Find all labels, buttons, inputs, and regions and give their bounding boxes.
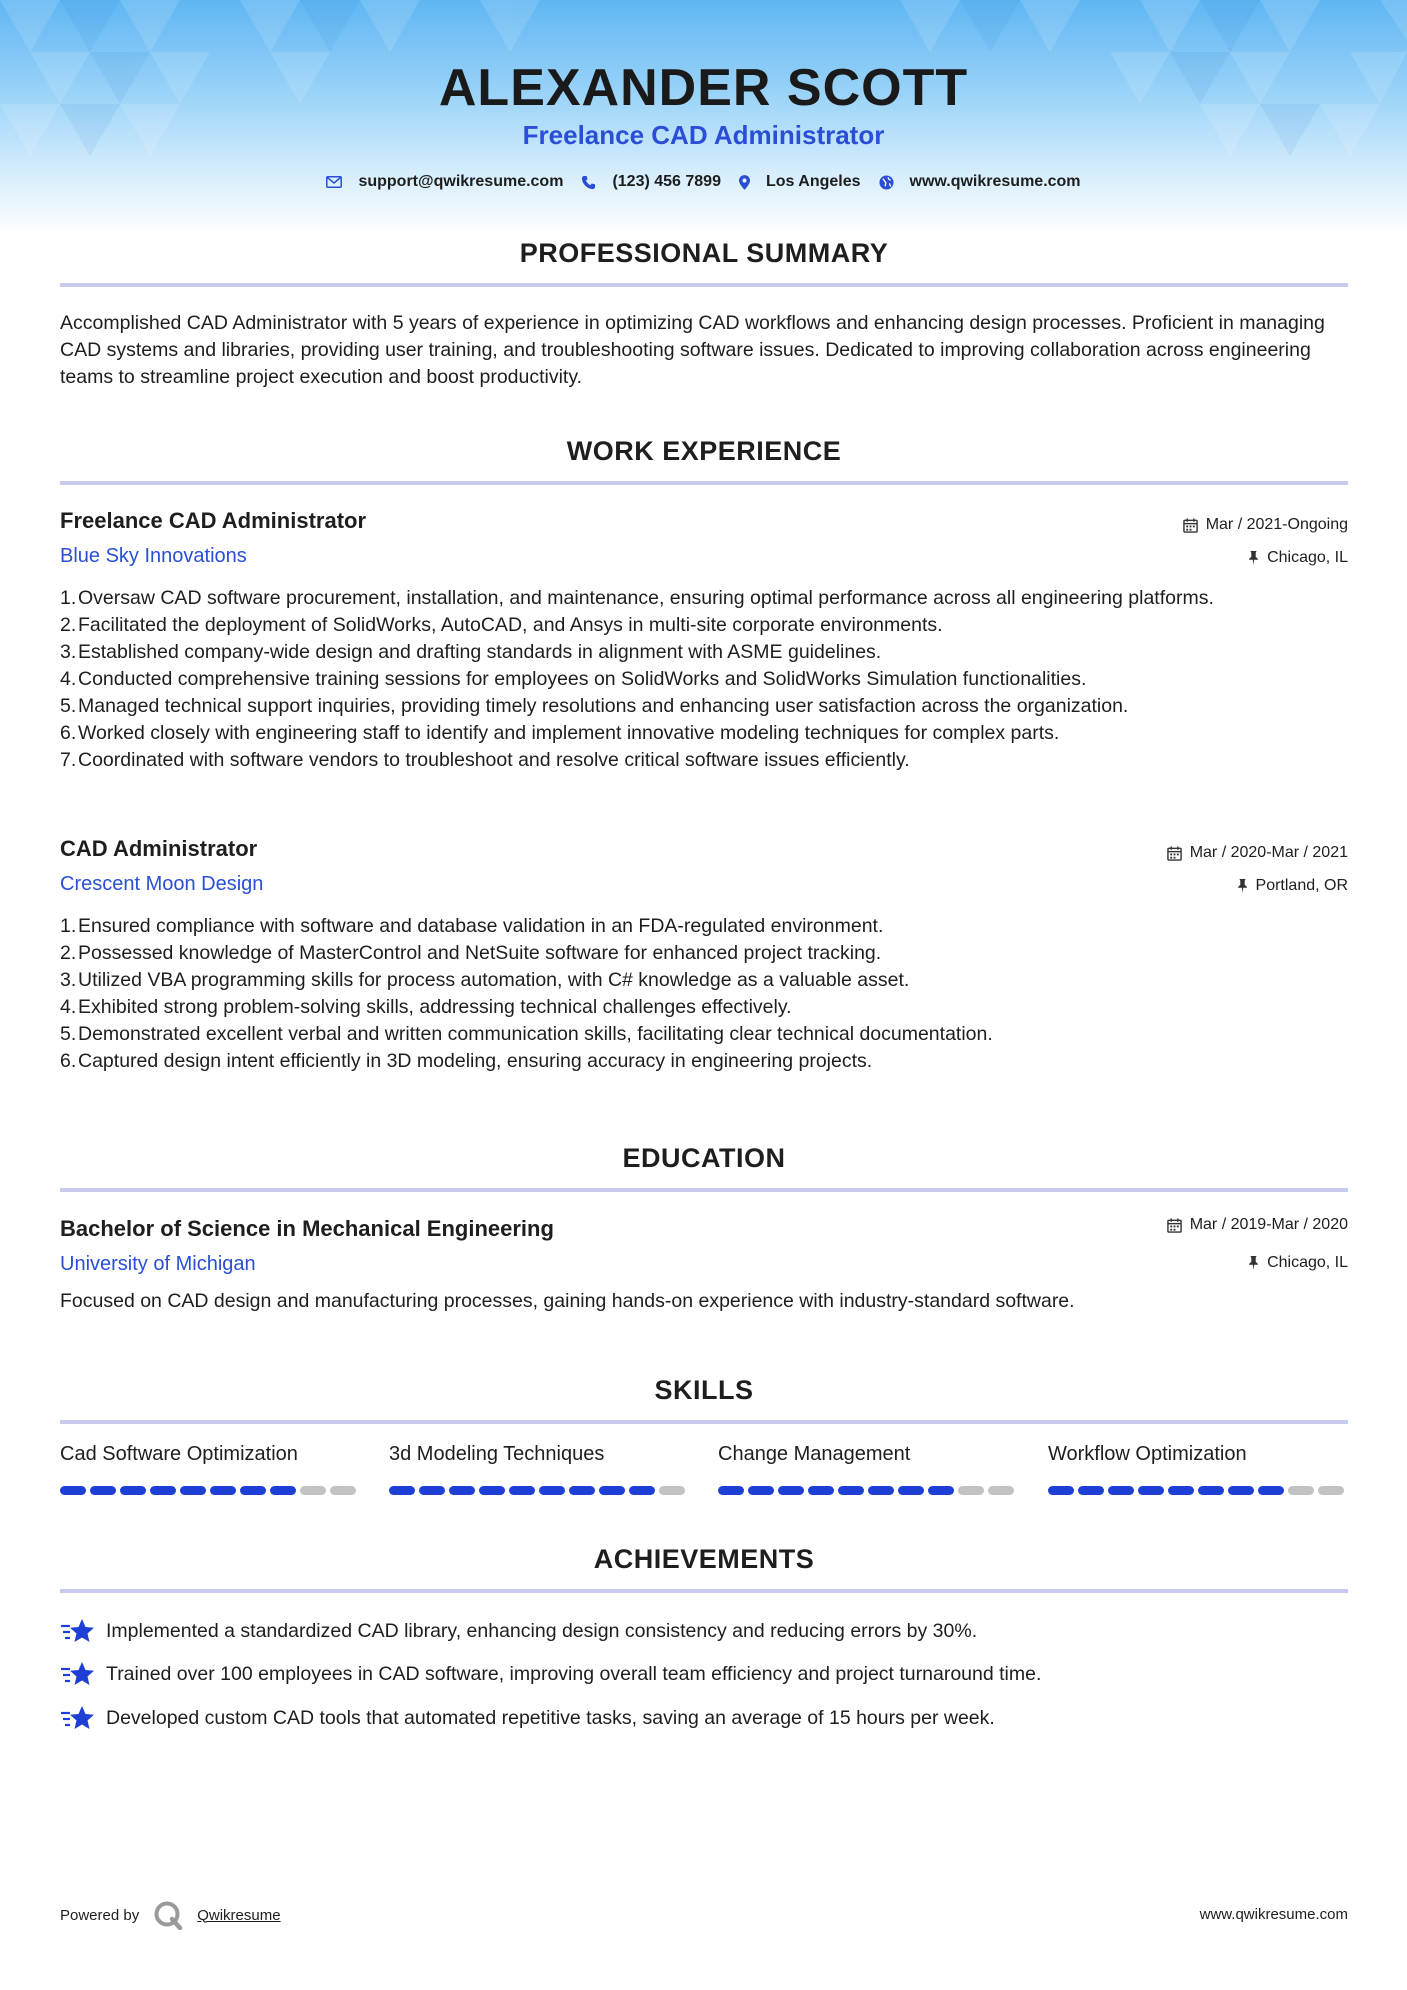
skill-segment	[210, 1486, 236, 1495]
achievement-text: Implemented a standardized CAD library, enhancing design consistency and reducing errors by 30%.	[106, 1619, 978, 1642]
skill-segment	[1168, 1486, 1194, 1495]
skill-level-bar	[718, 1486, 1018, 1495]
skill-segment	[180, 1486, 206, 1495]
skill-segment	[1318, 1486, 1344, 1495]
qwikresume-link[interactable]: Qwikresume	[197, 1906, 281, 1924]
achievement-text: Trained over 100 employees in CAD software, improving overall team efficiency and project turnaround time.	[106, 1662, 1042, 1685]
contact-phone[interactable]	[581, 173, 721, 191]
skill-segment	[90, 1486, 116, 1495]
skill-level-bar	[389, 1486, 689, 1495]
footer-powered-by	[60, 1900, 281, 1930]
candidate-title: Freelance CAD Administrator	[522, 120, 885, 150]
skill-segment	[1048, 1486, 1074, 1495]
skill-segment	[1108, 1486, 1134, 1495]
achievements-divider	[60, 1589, 1348, 1593]
skill-segment	[120, 1486, 146, 1495]
list-item: 3. Utilized VBA programming skills for process automation, with C# knowledge as a valuable asset.	[60, 969, 910, 991]
achievement-text: Developed custom CAD tools that automated repetitive tasks, saving an average of 15 hours per week.	[106, 1706, 995, 1729]
skills-heading: SKILLS	[654, 1375, 754, 1405]
contact-email-text: support@qwikresume.com	[358, 173, 564, 190]
achievement-item	[60, 1704, 1348, 1732]
skill-segment	[808, 1486, 834, 1495]
skill-name: Cad Software Optimization	[60, 1443, 298, 1465]
list-item: 5. Demonstrated excellent verbal and written communication skills, facilitating clear technical documentation.	[60, 1023, 993, 1045]
job-title-1: Freelance CAD Administrator	[60, 508, 367, 533]
contact-website[interactable]	[879, 173, 1081, 191]
calendar-icon	[1183, 518, 1198, 533]
list-item: 4. Conducted comprehensive training sessions for employees on SolidWorks and SolidWorks Simulation functionalities.	[60, 668, 1087, 690]
list-item: 6. Worked closely with engineering staff to identify and implement innovative modeling techniques for complex parts.	[60, 722, 1060, 744]
list-item: 5. Managed technical support inquiries, providing timely resolutions and enhancing user satisfaction across the organization.	[60, 695, 1129, 717]
skill-segment	[479, 1486, 505, 1495]
contact-location	[739, 173, 861, 191]
pushpin-icon	[1237, 879, 1248, 893]
pushpin-icon	[1248, 551, 1259, 565]
star-icon	[60, 1617, 94, 1645]
skill-segment	[718, 1486, 744, 1495]
skill-segment	[60, 1486, 86, 1495]
summary-heading: PROFESSIONAL SUMMARY	[519, 238, 889, 268]
job-bullets-2	[60, 913, 1348, 1075]
job-bullets-1	[60, 585, 1348, 774]
skill-segment	[1078, 1486, 1104, 1495]
skill-segment	[988, 1486, 1014, 1495]
skill-segment	[748, 1486, 774, 1495]
list-item: 2. Facilitated the deployment of SolidWorks, AutoCAD, and Ansys in multi-site corporate environments.	[60, 614, 943, 636]
skill-segment	[1138, 1486, 1164, 1495]
skill-segment	[330, 1486, 356, 1495]
list-item: 6. Captured design intent efficiently in 3D modeling, ensuring accuracy in engineering projects.	[60, 1050, 873, 1072]
skill-name: Change Management	[718, 1443, 911, 1465]
education-location	[1248, 1254, 1348, 1272]
footer-website[interactable]: www.qwikresume.com	[1199, 1906, 1348, 1923]
job-company-2: Crescent Moon Design	[60, 873, 264, 895]
job-location-2	[1237, 877, 1348, 895]
skill-segment	[509, 1486, 535, 1495]
skill-2	[389, 1443, 689, 1495]
skill-segment	[1198, 1486, 1224, 1495]
contact-bar	[0, 173, 1407, 191]
skill-segment	[838, 1486, 864, 1495]
skill-level-bar	[1048, 1486, 1348, 1495]
phone-icon	[581, 175, 596, 190]
skill-segment	[389, 1486, 415, 1495]
skill-name: Workflow Optimization	[1048, 1443, 1247, 1465]
skill-segment	[539, 1486, 565, 1495]
candidate-name: ALEXANDER SCOTT	[438, 59, 969, 117]
achievement-item	[60, 1617, 1348, 1645]
star-icon	[60, 1704, 94, 1732]
powered-by-label: Powered by	[60, 1906, 140, 1924]
contact-phone-text: (123) 456 7899	[612, 173, 721, 190]
skill-segment	[150, 1486, 176, 1495]
contact-email[interactable]	[326, 173, 563, 191]
education-location-text: Chicago, IL	[1267, 1254, 1348, 1271]
experience-heading: WORK EXPERIENCE	[566, 436, 842, 466]
job-dates-2	[1167, 844, 1348, 862]
skill-segment	[270, 1486, 296, 1495]
map-pin-icon	[739, 175, 750, 190]
list-item: 7. Coordinated with software vendors to troubleshoot and resolve critical software issues efficiently.	[60, 749, 910, 771]
skill-name: 3d Modeling Techniques	[389, 1443, 605, 1465]
skill-segment	[240, 1486, 266, 1495]
job-location-1-text: Chicago, IL	[1267, 549, 1348, 566]
skill-segment	[1288, 1486, 1314, 1495]
job-dates-1-text: Mar / 2021-Ongoing	[1205, 516, 1348, 533]
job-location-1	[1248, 549, 1348, 567]
skill-1	[60, 1443, 360, 1495]
summary-divider	[60, 283, 1348, 287]
qwikresume-logo-icon	[153, 1900, 183, 1930]
skill-segment	[629, 1486, 655, 1495]
job-title-2: CAD Administrator	[60, 836, 258, 861]
envelope-icon	[326, 176, 342, 188]
star-icon	[60, 1660, 94, 1688]
skill-segment	[1258, 1486, 1284, 1495]
job-dates-2-text: Mar / 2020-Mar / 2021	[1189, 844, 1348, 861]
education-dates	[1167, 1216, 1348, 1234]
skill-segment	[599, 1486, 625, 1495]
skill-segment	[449, 1486, 475, 1495]
skill-level-bar	[60, 1486, 360, 1495]
skill-4	[1048, 1443, 1348, 1495]
skill-segment	[928, 1486, 954, 1495]
education-dates-text: Mar / 2019-Mar / 2020	[1189, 1216, 1348, 1233]
education-school: University of Michigan	[60, 1253, 256, 1275]
calendar-icon	[1167, 1218, 1182, 1233]
job-company-1: Blue Sky Innovations	[60, 545, 247, 567]
skill-segment	[958, 1486, 984, 1495]
contact-website-text: www.qwikresume.com	[909, 173, 1081, 190]
skill-segment	[659, 1486, 685, 1495]
experience-divider	[60, 481, 1348, 485]
skill-segment	[898, 1486, 924, 1495]
list-item: 1. Oversaw CAD software procurement, installation, and maintenance, ensuring optimal performance across all engineering platforms.	[60, 587, 1214, 609]
list-item: 2. Possessed knowledge of MasterControl and NetSuite software for enhanced project tracking.	[60, 942, 882, 964]
list-item: 3. Established company-wide design and drafting standards in alignment with ASME guidelines.	[60, 641, 882, 663]
skill-segment	[419, 1486, 445, 1495]
job-dates-1	[1183, 516, 1348, 534]
skill-segment	[1228, 1486, 1254, 1495]
summary-text: Accomplished CAD Administrator with 5 years of experience in optimizing CAD workflows and enhancing design processes. Proficient in managing CAD systems and libraries, providing user training, and troubleshooting software issues. Dedicated to improving collaboration across engineering teams to streamline project execution and boost productivity.	[60, 312, 1325, 388]
education-degree: Bachelor of Science in Mechanical Engineering	[60, 1216, 554, 1241]
skill-segment	[569, 1486, 595, 1495]
skill-segment	[300, 1486, 326, 1495]
education-divider	[60, 1188, 1348, 1192]
calendar-icon	[1167, 846, 1182, 861]
education-description: Focused on CAD design and manufacturing processes, gaining hands-on experience with industry-standard software.	[60, 1290, 1075, 1312]
list-item: 1. Ensured compliance with software and database validation in an FDA-regulated environment.	[60, 915, 884, 937]
globe-icon	[879, 175, 894, 190]
job-location-2-text: Portland, OR	[1255, 877, 1348, 894]
skills-divider	[60, 1420, 1348, 1424]
contact-location-text: Los Angeles	[765, 173, 861, 190]
skill-3	[718, 1443, 1018, 1495]
skill-segment	[778, 1486, 804, 1495]
achievement-item	[60, 1660, 1348, 1688]
skill-segment	[868, 1486, 894, 1495]
achievements-heading: ACHIEVEMENTS	[593, 1544, 815, 1574]
education-heading: EDUCATION	[622, 1143, 786, 1173]
list-item: 4. Exhibited strong problem-solving skills, addressing technical challenges effectively.	[60, 996, 792, 1018]
pushpin-icon	[1248, 1256, 1259, 1270]
